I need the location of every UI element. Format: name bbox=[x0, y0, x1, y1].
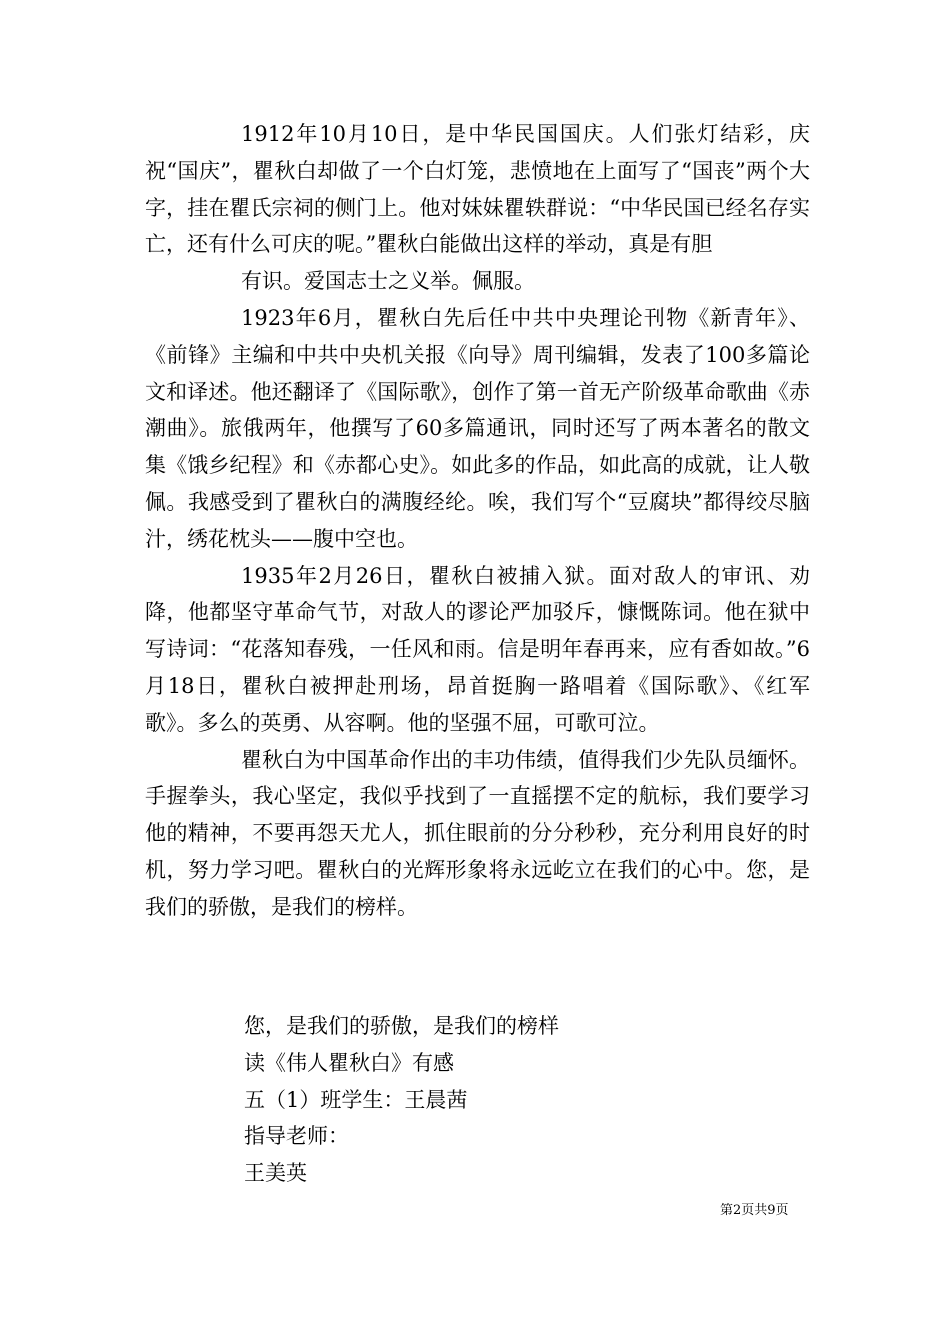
page-indicator: 第2页共9页 bbox=[720, 1203, 789, 1218]
student-line: 五（1）班学生：王晨茜 bbox=[244, 1087, 468, 1112]
essay-title: 读《伟人瞿秋白》有感 bbox=[244, 1050, 454, 1075]
paragraph-admiration: 有识。爱国志士之义举。佩服。 bbox=[241, 269, 535, 294]
teacher-name: 王美英 bbox=[244, 1161, 307, 1186]
paragraph-imprisonment: 1935年2月26日，瞿秋白被捕入狱。面对敌人的审讯、劝降，他都坚守革命气节，对敌人的谬论严加驳斥，慷慨陈词。他在狱中写诗词：“花落知春残，一任风和雨。信是明年春再来，应有香如故。”6月18日，瞿秋白被押赴刑场，昂首挺胸一路唱着《国际歌》、《红军歌》。多么的英勇、从容啊。他的坚强不屈，可歌可泣。 bbox=[145, 563, 810, 735]
paragraph-conclusion: 瞿秋白为中国革命作出的丰功伟绩，值得我们少先队员缅怀。手握拳头，我心坚定，我似乎找到了一直摇摆不定的航标，我们要学习他的精神，不要再怨天尤人，抓住眼前的分分秒秒，充分利用良好的时机，努力学习吧。瞿秋白的光辉形象将永远屹立在我们的心中。您，是我们的骄傲，是我们的榜样。 bbox=[145, 747, 810, 919]
closing-motto: 您，是我们的骄傲，是我们的榜样 bbox=[244, 1014, 559, 1038]
paragraph-writings: 1923年6月，瞿秋白先后任中共中央理论刊物《新青年》、《前锋》主编和中共中央机关报《向导》周刊编辑，发表了100多篇论文和译述。他还翻译了《国际歌》，创作了第一首无产阶级革命歌曲《赤潮曲》。旅俄两年，他撰写了60多篇通讯，同时还写了两本著名的散文集《饿乡纪程》和《赤都心史》。如此多的作品，如此高的成就，让人敬佩。我感受到了瞿秋白的满腹经纶。唉，我们写个“豆腐块”都得绞尽脑汁，绣花枕头——腹中空也。 bbox=[145, 305, 810, 551]
teacher-label: 指导老师： bbox=[244, 1124, 349, 1149]
closing-block bbox=[244, 1008, 559, 1192]
article-body bbox=[145, 116, 810, 926]
paragraph-national-day: 1912年10月10日，是中华民国国庆。人们张灯结彩，庆祝“国庆”，瞿秋白却做了一个白灯笼，悲愤地在上面写了“国丧”两个大字，挂在瞿氏宗祠的侧门上。他对妹妹瞿轶群说：“中华民国已经名存实亡，还有什么可庆的呢。”瞿秋白能做出这样的举动，真是有胆 bbox=[145, 122, 810, 257]
